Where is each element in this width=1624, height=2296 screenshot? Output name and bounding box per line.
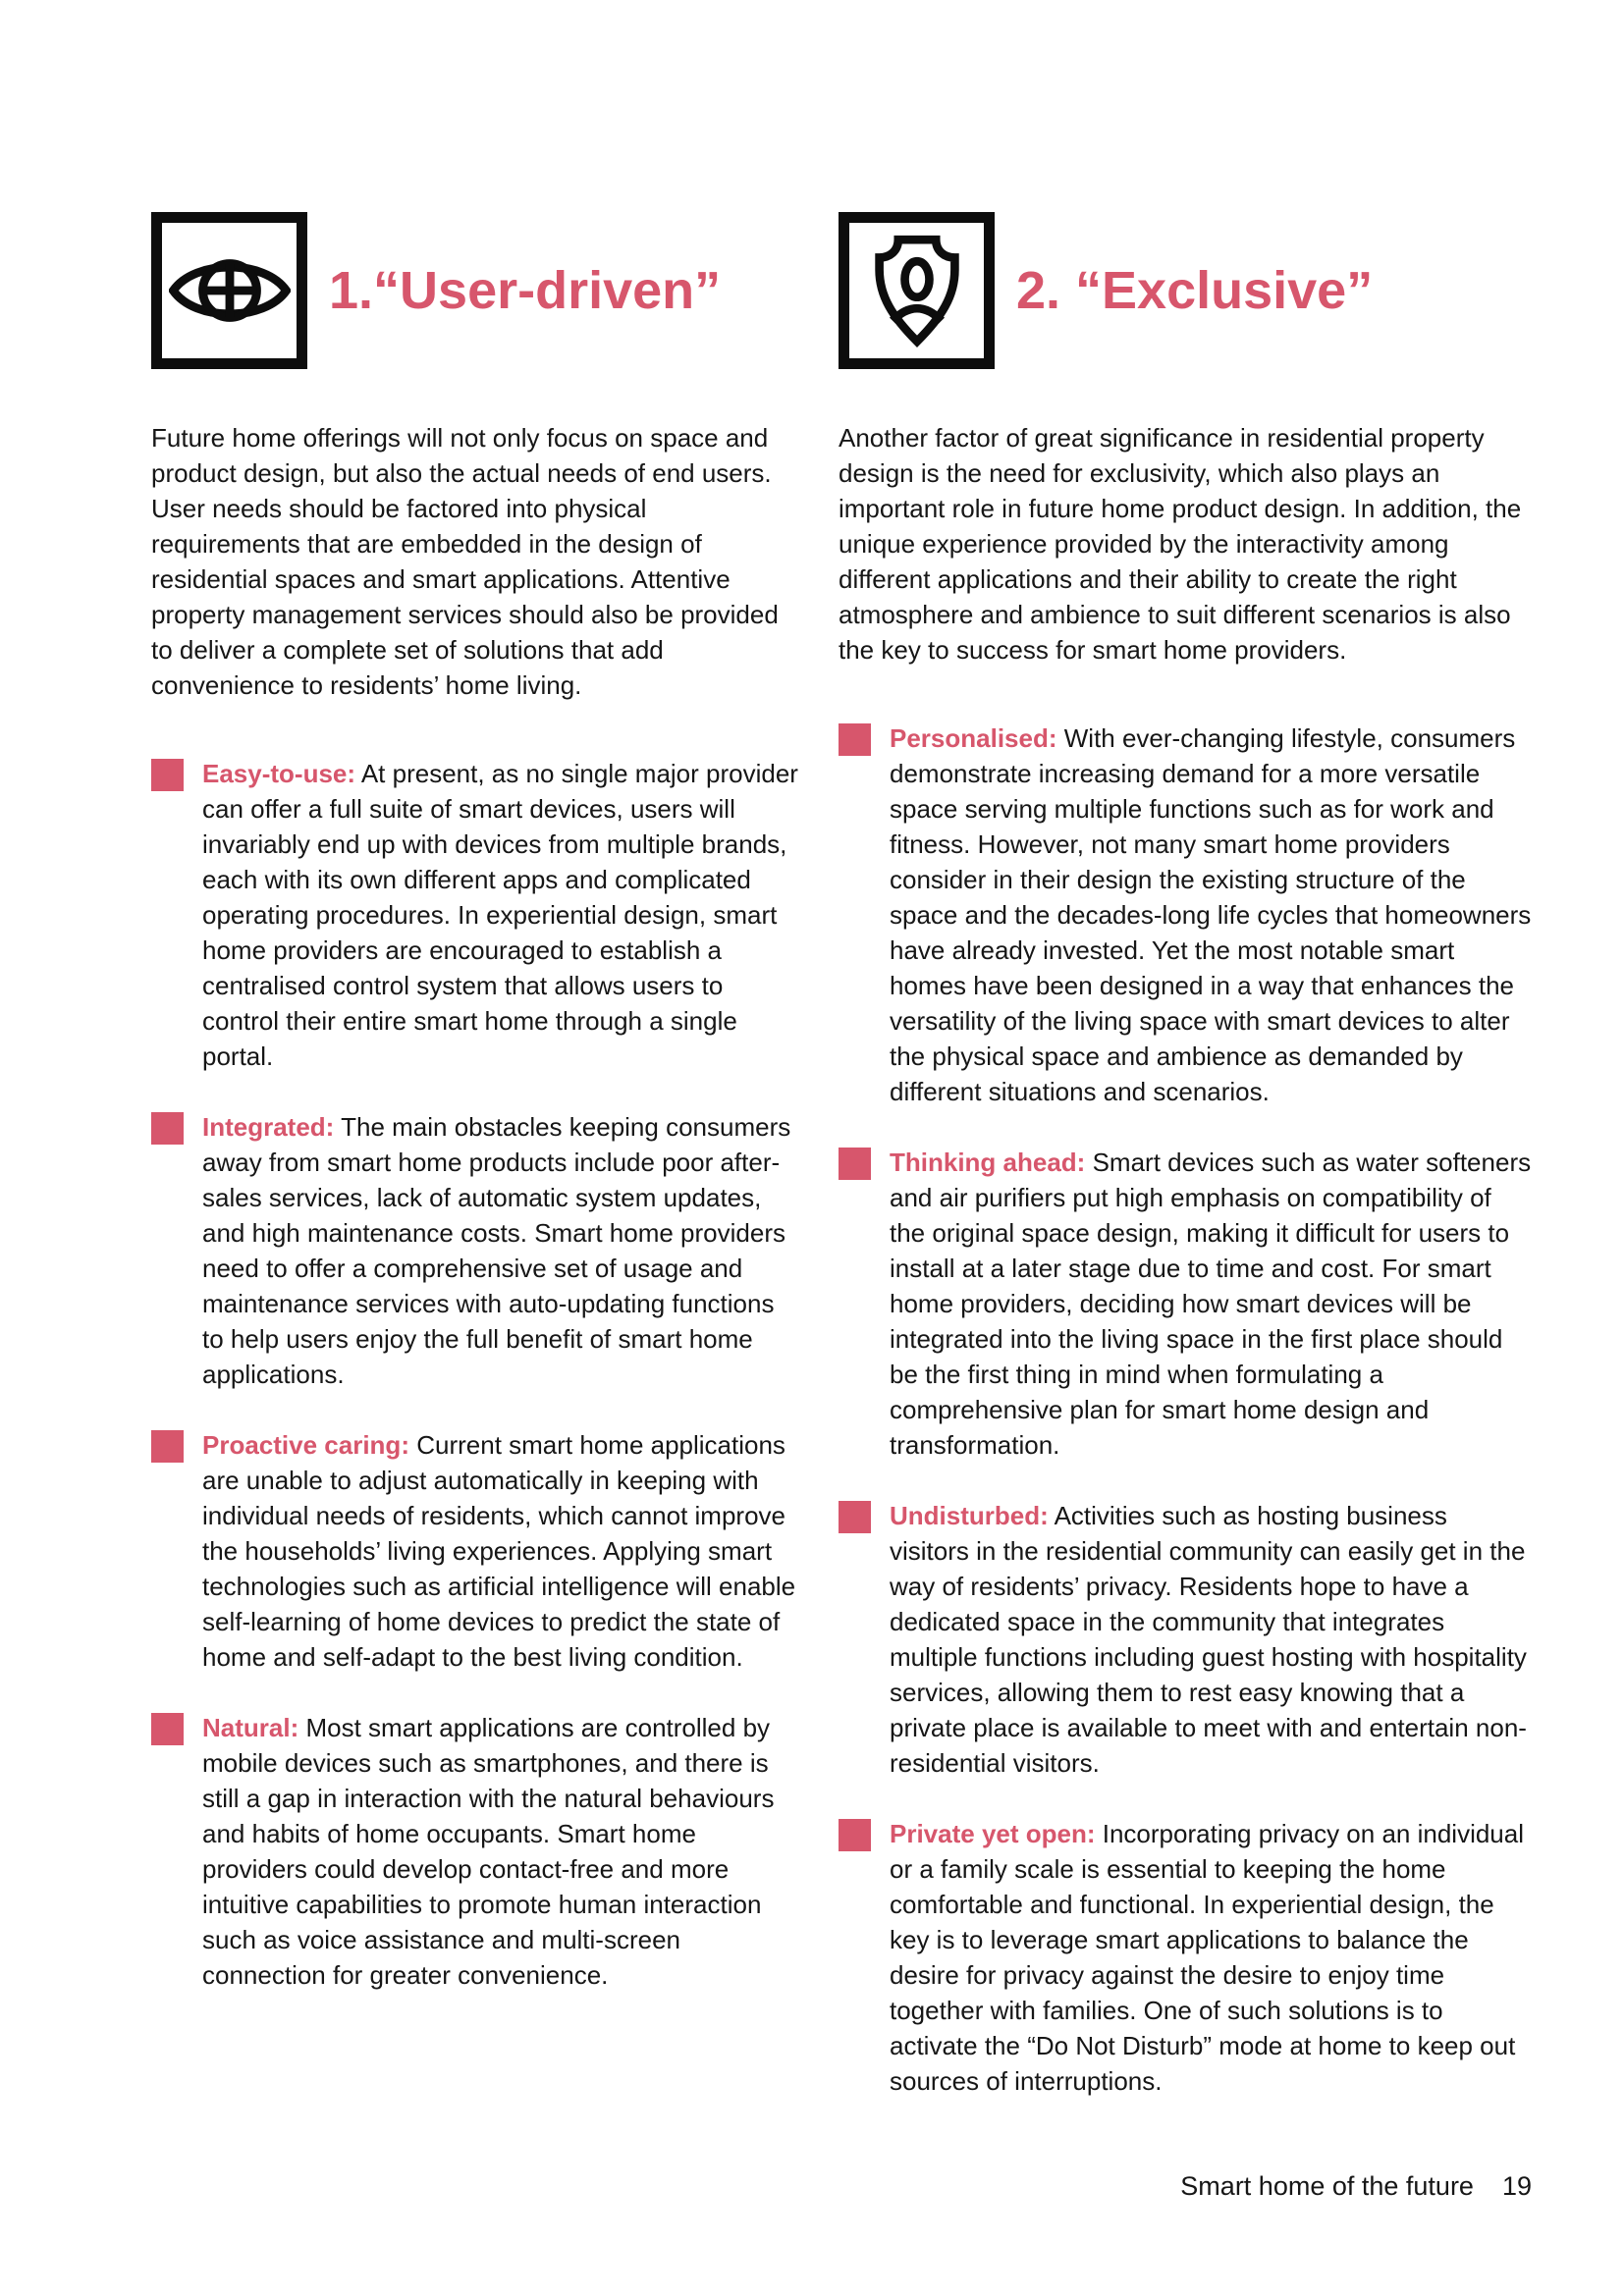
- bullet-body: With ever-changing lifestyle, consumers demonstrate increasing demand for a more versatile space serving multiple functions such as for work and fitness. However, not many smart home providers consider in their design the existing structure of the space and the decades-long life cycles that homeowners have already invested. Yet the most notable smart homes have been designed in a way that enhances the versatility of the living space with smart devices to alter the physical space and ambience as demanded by different situations and scenarios.: [890, 723, 1532, 1106]
- section-title-exclusive: 2. “Exclusive”: [1016, 261, 1374, 320]
- column-exclusive: [839, 212, 1532, 2134]
- eye-globe-icon: [151, 212, 307, 369]
- page-footer: [1180, 2171, 1532, 2202]
- bullet-paragraph: [202, 756, 801, 1074]
- bullet-item-proactive-caring: [151, 1427, 801, 1675]
- bullet-item-undisturbed: [839, 1498, 1532, 1781]
- bullet-paragraph: [202, 1710, 801, 1993]
- bullet-square-icon: [151, 1713, 184, 1745]
- bullet-body: Most smart applications are controlled by mobile devices such as smartphones, and there is still a gap in interaction with the natural behaviours and habits of home occupants. Smart home providers could develop contact-free and more intuitive capabilities to promote human interaction such as voice assistance and multi-screen connection for greater convenience.: [202, 1713, 775, 1990]
- bullet-body: Activities such as hosting business visitors in the residential community can easily get in the way of residents’ privacy. Residents hope to have a dedicated space in the community that integrates multiple functions including guest hosting with hospitality services, allowing them to rest easy knowing that a private place is available to meet with and entertain non-residential visitors.: [890, 1501, 1527, 1778]
- bullet-square-icon: [151, 1112, 184, 1145]
- section-header-exclusive: [839, 212, 1532, 369]
- intro-paragraph-user-driven: Future home offerings will not only focus on space and product design, but also the actual needs of end users. User needs should be factored into physical requirements that are embedded in the design of residential spaces and smart applications. Attentive property management services should also be provided to deliver a complete set of solutions that add convenience to residents’ home living.: [151, 423, 779, 700]
- bullet-square-icon: [839, 1148, 871, 1180]
- bullet-item-integrated: [151, 1109, 801, 1392]
- bullet-paragraph: [890, 1498, 1532, 1781]
- bullet-body: Incorporating privacy on an individual or a family scale is essential to keeping the home comfortable and functional. In experiential design, the key is to leverage smart applications to balance the desire for privacy against the desire to enjoy time together with families. One of such solutions is to activate the “Do Not Disturb” mode at home to keep out sources of interruptions.: [890, 1819, 1525, 2096]
- bullet-body: Current smart home applications are unable to adjust automatically in keeping with individual needs of residents, which cannot improve the households’ living experiences. Applying smart technologies such as artificial intelligence will enable self-learning of home devices to predict the state of home and self-adapt to the best living condition.: [202, 1430, 796, 1672]
- bullet-item-easy-to-use: [151, 756, 801, 1074]
- bullet-label: Easy-to-use:: [202, 759, 356, 788]
- bullet-label: Thinking ahead:: [890, 1148, 1086, 1177]
- shield-person-icon: [839, 212, 995, 369]
- bullet-body: At present, as no single major provider can offer a full suite of smart devices, users will invariably end up with devices from multiple brands, each with its own different apps and complicated operating procedures. In experiential design, smart home providers are encouraged to establish a centralised control system that allows users to control their entire smart home through a single portal.: [202, 759, 798, 1071]
- bullet-square-icon: [839, 1819, 871, 1851]
- section-header-user-driven: [151, 212, 801, 369]
- bullet-body: Smart devices such as water softeners and air purifiers put high emphasis on compatibility of the original space design, making it difficult for users to install at a later stage due to time and cost. For smart home providers, deciding how smart devices will be integrated into the living space in the first place should be the first thing in mind when formulating a comprehensive plan for smart home design and transformation.: [890, 1148, 1532, 1460]
- bullet-square-icon: [151, 759, 184, 791]
- bullet-label: Undisturbed:: [890, 1501, 1049, 1530]
- page-number: 19: [1501, 2171, 1532, 2201]
- bullet-label: Private yet open:: [890, 1819, 1096, 1848]
- column-user-driven: [151, 212, 801, 2134]
- bullet-list-exclusive: [839, 721, 1532, 2099]
- bullet-paragraph: [890, 721, 1532, 1109]
- bullet-item-personalised: [839, 721, 1532, 1109]
- bullet-square-icon: [839, 1501, 871, 1533]
- bullet-paragraph: [202, 1427, 801, 1675]
- bullet-body: The main obstacles keeping consumers away from smart home products include poor after-sales services, lack of automatic system updates, and high maintenance costs. Smart home providers need to offer a comprehensive set of usage and maintenance services with auto-updating functions to help users enjoy the full benefit of smart home applications.: [202, 1112, 791, 1389]
- bullet-square-icon: [151, 1430, 184, 1463]
- bullet-square-icon: [839, 723, 871, 756]
- bullet-list-user-driven: [151, 756, 801, 1993]
- footer-report-title: Smart home of the future: [1180, 2171, 1474, 2201]
- intro-paragraph-exclusive: Another factor of great significance in residential property design is the need for exclusivity, which also plays an important role in future home product design. In addition, the unique experience provided by the interactivity among different applications and their ability to create the right atmosphere and ambience to suit different scenarios is also the key to success for smart home providers.: [839, 423, 1522, 665]
- bullet-label: Integrated:: [202, 1112, 335, 1142]
- bullet-item-thinking-ahead: [839, 1145, 1532, 1463]
- bullet-item-natural: [151, 1710, 801, 1993]
- bullet-paragraph: [202, 1109, 801, 1392]
- bullet-label: Proactive caring:: [202, 1430, 409, 1460]
- bullet-paragraph: [890, 1816, 1532, 2099]
- bullet-paragraph: [890, 1145, 1532, 1463]
- bullet-label: Personalised:: [890, 723, 1057, 753]
- two-column-layout: [151, 212, 1532, 2134]
- bullet-label: Natural:: [202, 1713, 299, 1742]
- section-title-user-driven: 1.“User-driven”: [329, 261, 722, 320]
- bullet-item-private-yet-open: [839, 1816, 1532, 2099]
